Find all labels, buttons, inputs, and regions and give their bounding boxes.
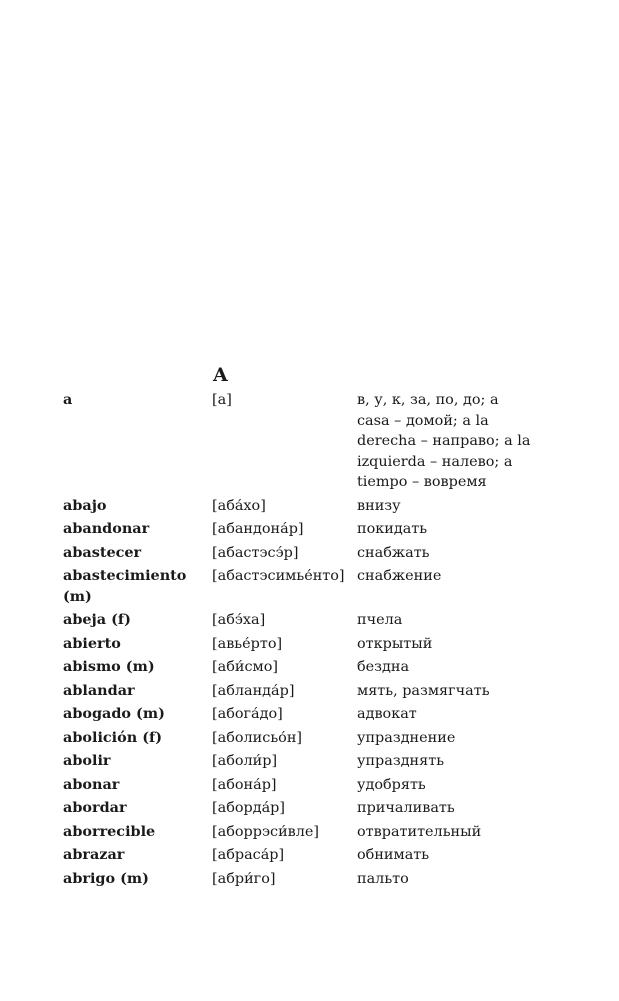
entry-translation: бездна [357, 659, 410, 675]
dictionary-entry [63, 845, 543, 866]
entry-pronunciation: [аба́хо] [212, 497, 266, 514]
entry-word: aborrecible [63, 822, 156, 840]
entry-word: abajo [63, 496, 107, 514]
entry-word: abolición (f) [63, 728, 163, 746]
entry-word: ablandar [63, 681, 135, 699]
dictionary-entry [63, 496, 543, 517]
entry-word: abrigo (m) [63, 869, 149, 887]
entry-pronunciation: [абога́до] [212, 706, 283, 722]
dictionary-entry [63, 775, 543, 796]
entry-translation: обнимать [357, 847, 430, 863]
entry-translation: пальто [357, 870, 409, 887]
dictionary-entry [63, 728, 543, 749]
entry-translation: причаливать [357, 800, 455, 816]
entry-translation: снабжение [357, 568, 442, 584]
entry-word: abordar [63, 799, 127, 816]
entry-pronunciation: [авье́рто] [212, 635, 283, 652]
entry-pronunciation: [аборрэси́вле] [212, 823, 320, 840]
entry-pronunciation: [абона́р] [212, 776, 277, 793]
entry-word: abierto [63, 634, 121, 652]
entry-pronunciation: [абри́го] [212, 870, 276, 887]
entry-pronunciation: [аборда́р] [212, 800, 286, 816]
entry-pronunciation: [аби́смо] [212, 659, 278, 675]
dictionary-entry [63, 543, 543, 564]
entry-pronunciation: [абраса́р] [212, 847, 285, 863]
entry-translation: упразднять [357, 753, 445, 769]
entry-word: abandonar [63, 520, 150, 537]
entry-translation: открытый [357, 635, 433, 652]
dictionary-entry [63, 704, 543, 725]
entry-pronunciation: [абастэсэ́р] [212, 544, 299, 561]
entry-translation: отвратительный [357, 823, 482, 840]
entry-word: abolir [63, 752, 111, 769]
entry-translation: пчела [357, 612, 403, 628]
dictionary-entry [63, 822, 543, 843]
entry-translation: удобрять [357, 776, 426, 793]
entry-word: abonar [63, 775, 120, 793]
entry-pronunciation: [абандона́р] [212, 521, 304, 537]
entry-word: abogado (m) [63, 705, 165, 722]
dictionary-entry [63, 610, 543, 631]
dictionary-entry [63, 390, 543, 493]
entry-translation: в, у, к, за, по, до; a casa – домой; a la derecha – направо; a la izquierda – налево; a tiempo – вовремя [357, 392, 531, 490]
entry-word: abeja (f) [63, 611, 131, 628]
entry-translation: адвокат [357, 706, 417, 722]
entry-pronunciation: [абланда́р] [212, 682, 295, 699]
dictionary-entry [63, 681, 543, 702]
dictionary-entry [63, 519, 543, 540]
entry-translation: снабжать [357, 544, 430, 561]
entry-pronunciation: [аболисьо́н] [212, 729, 303, 746]
dictionary-entry [63, 798, 543, 819]
dictionary-entries [63, 390, 543, 892]
entry-pronunciation: [аболи́р] [212, 753, 278, 769]
dictionary-entry [63, 751, 543, 772]
dictionary-entry [63, 657, 543, 678]
entry-translation: упразднение [357, 729, 456, 746]
entry-word: a [63, 391, 73, 408]
dictionary-entry [63, 869, 543, 890]
dictionary-entry [63, 634, 543, 655]
entry-word: abismo (m) [63, 658, 155, 675]
entry-pronunciation: [абастэсимье́нто] [212, 568, 345, 584]
entry-word: abastecer [63, 543, 142, 561]
entry-word: abastecimiento (m) [63, 567, 187, 605]
dictionary-entry [63, 566, 543, 607]
entry-translation: внизу [357, 497, 401, 514]
entry-word: abrazar [63, 846, 125, 863]
entry-pronunciation: [абэ́ха] [212, 612, 266, 628]
section-letter-heading: A [213, 364, 228, 386]
entry-translation: покидать [357, 521, 428, 537]
entry-pronunciation: [а] [212, 392, 232, 408]
entry-translation: мять, размягчать [357, 682, 490, 699]
